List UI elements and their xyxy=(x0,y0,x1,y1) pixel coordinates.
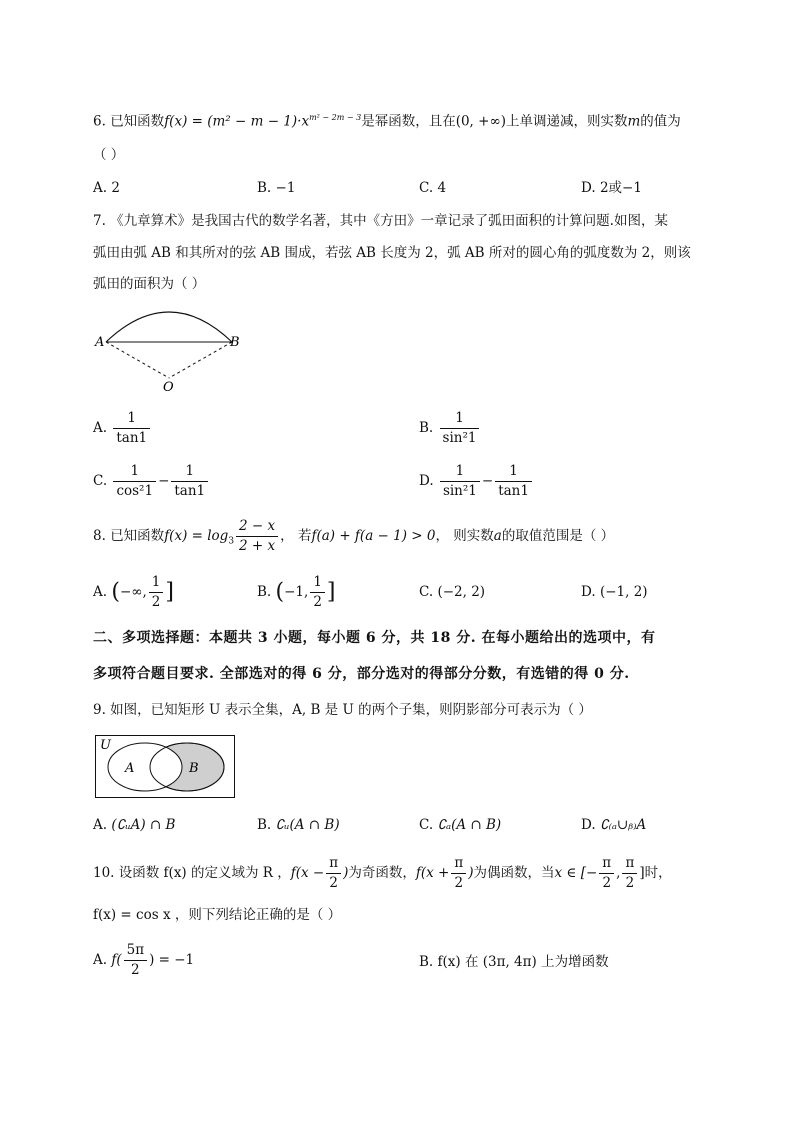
q6-number: 6. xyxy=(93,113,106,130)
section-2-line-1: 二、多项选择题：本题共 3 小题，每小题 6 分，共 18 分. 在每小题给出的选项中，有 xyxy=(93,630,656,646)
q8-option-c[interactable]: C. (−2, 2) xyxy=(419,584,486,600)
q6-text-d: 的值为 xyxy=(640,113,681,130)
q6-exponent: m² − 2m − 3 xyxy=(309,113,362,122)
q8-func: f(x) = log xyxy=(164,528,229,544)
section-2-line-2: 多项符合题目要求. 全部选对的得 6 分，部分选对的得部分分数，有选错的得 0 分. xyxy=(93,666,630,682)
q8-stem: 8. 已知函数$f(x) = \log_3$ $\frac{2 - x}{2 + x}$ ， 若f(a) + f(a − 1) > 0， 则实数a的取值范围是（ ） xyxy=(93,518,615,554)
venn-label-a: A xyxy=(125,761,135,776)
q8-option-b[interactable]: B. (−1, $\frac{1}{2}$ ] xyxy=(257,574,336,610)
q8-option-d[interactable]: D. (−1, 2) xyxy=(581,584,648,600)
q8-condition: f(a) + f(a − 1) > 0 xyxy=(311,528,436,544)
q6-option-c[interactable]: C. 4 xyxy=(419,180,447,196)
q9-option-a[interactable]: A. (∁ᵤA) ∩ B xyxy=(93,817,176,833)
q9-option-b[interactable]: B. ∁ᵤ(A ∩ B) xyxy=(257,817,340,833)
point-a-label: A xyxy=(95,335,105,350)
q6-text-a: 已知函数 xyxy=(110,113,165,130)
q7-option-c[interactable]: C. $\frac{1}{\text{cos²1}}$ − $\frac{1}{\tan 1}$ xyxy=(93,463,210,500)
q6-option-a[interactable]: A. 2 xyxy=(93,180,120,196)
q10-option-b[interactable]: B. f(x) 在 (3π, 4π) 上为增函数 xyxy=(419,954,609,970)
q6-var: m xyxy=(627,113,641,130)
venn-label-b: B xyxy=(189,761,199,776)
q9-option-c[interactable]: C. ∁ₐ(A ∩ B) xyxy=(419,817,502,833)
q10-stem: 10. 设函数 f(x) 的定义域为 R ，f(x − $\frac{\pi}{2}$ )为奇函数，f(x + $\frac{\pi}{2}$ )为偶函数，当x ∈ [− $\frac{\pi}{2}$ , $\frac{\pi}{2}$ ]时， xyxy=(93,855,672,891)
q10-line-2: f(x) = cos x ，则下列结论正确的是（ ） xyxy=(93,907,342,923)
q7-option-a[interactable]: A. $\frac{1}{\tan 1}$ xyxy=(93,410,152,447)
q6-text-b: 是幂函数，且在 xyxy=(361,113,456,130)
q6-interval: (0, +∞) xyxy=(455,113,506,130)
q6-stem xyxy=(93,108,681,132)
point-b-label: B xyxy=(230,335,240,350)
q7-option-b[interactable]: B. $\frac{1}{\text{sin²1}}$ xyxy=(419,410,481,447)
q6-option-d[interactable]: D. 2或−1 xyxy=(581,180,642,196)
q7-line-1: 7. 《九章算术》是我国古代的数学名著，其中《方田》一章记录了弧田面积的计算问题.如图，某 xyxy=(93,213,668,229)
q7-option-d[interactable]: D. $\frac{1}{\text{sin²1}}$ − $\frac{1}{\tan 1}$ xyxy=(419,463,534,500)
q8-option-a[interactable]: A. (−∞, $\frac{1}{2}$ ] xyxy=(93,574,174,610)
q7-line-3: 弧田的面积为（ ） xyxy=(93,276,206,292)
q6-paren: （ ） xyxy=(93,147,125,163)
q6-option-b[interactable]: B. −1 xyxy=(257,180,296,196)
q7-line-2: 弧田由弧 AB 和其所对的弦 AB 围成，若弦 AB 长度为 2，弧 AB 所对的圆心角的弧度数为 2，则该 xyxy=(93,245,691,261)
point-o-label: O xyxy=(163,380,174,395)
q6-text-c: 上单调递减，则实数 xyxy=(505,113,628,130)
q9-option-d[interactable]: D. ∁₍ₐ∪ᵦ₎A xyxy=(581,817,647,833)
q10-option-a[interactable]: A. f( $\frac{5\pi}{2}$ ) = −1 xyxy=(93,942,195,978)
q6-func: f(x) = (m² − m − 1)·x xyxy=(164,113,310,130)
venn-diagram-figure xyxy=(95,735,235,799)
arc-field-figure xyxy=(90,300,250,400)
q9-stem: 9. 如图，已知矩形 U 表示全集，A, B 是 U 的两个子集，则阴影部分可表示为（ ） xyxy=(93,702,592,718)
venn-label-u: U xyxy=(100,738,111,753)
